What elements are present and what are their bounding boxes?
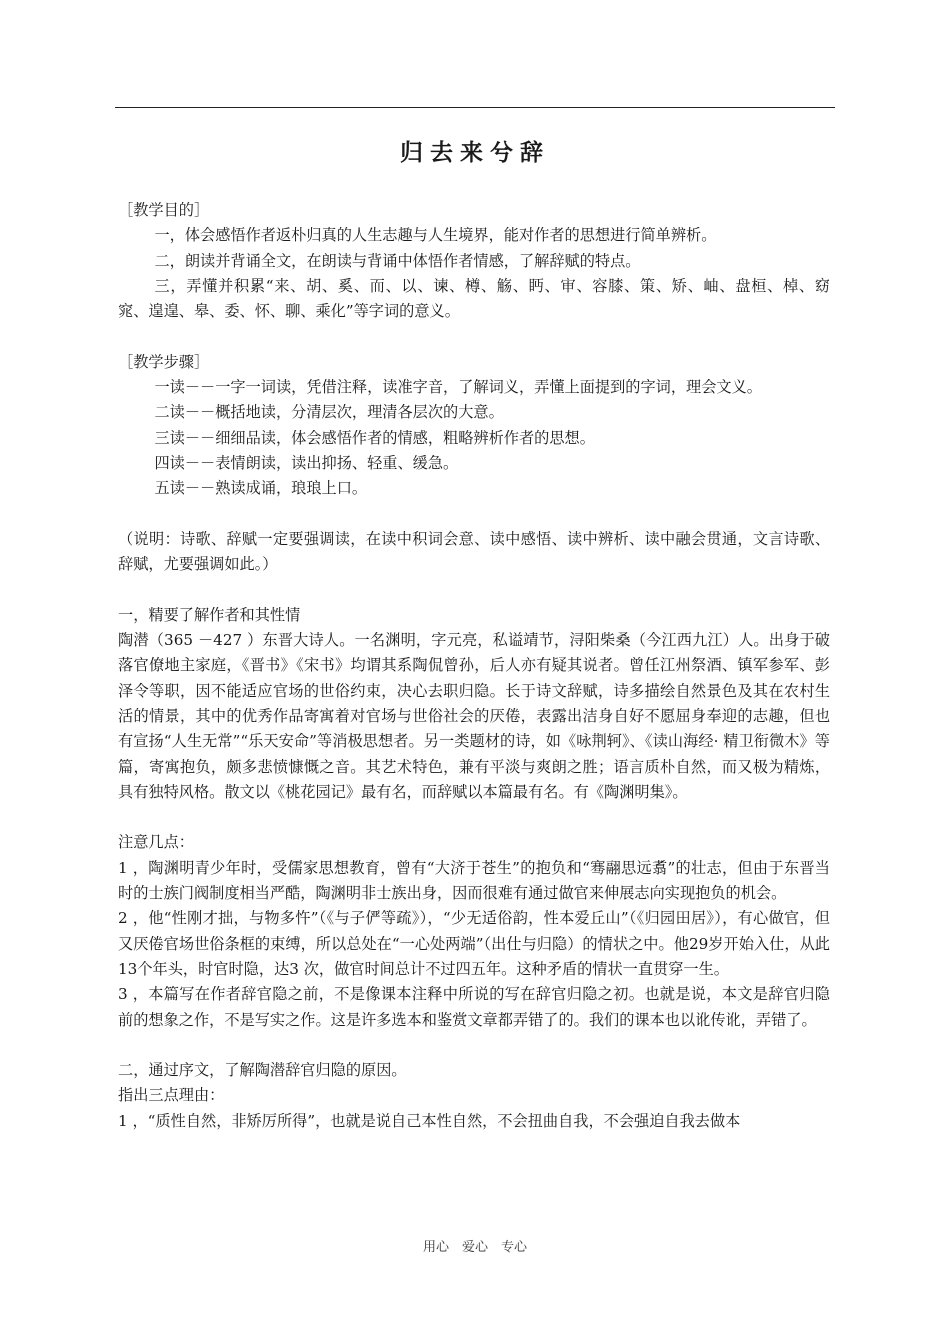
spacer: [118, 805, 830, 830]
step-item: 三读－－细细品读，体会感悟作者的情感，粗略辨析作者的思想。: [154, 428, 595, 447]
spacer: [118, 1033, 830, 1058]
step-item: 一读－－一字一词读，凭借注释，读准字音，了解词义，弄懂上面提到的字词，理会文义。: [154, 378, 762, 397]
note-item: 1 ，陶渊明青少年时，受儒家思想教育，曾有“大济于苍生”的抱负和“骞翮思远翥”的壮志，但由于东晋当时的士族门阀制度相当严酷，陶渊明非士族出身，因而很难有通过做官来伸展志向实现抱负的机会。: [118, 858, 830, 903]
spacer: [118, 577, 830, 602]
reading-note: （说明：诗歌、辞赋一定要强调读，在读中积词会意、读中感悟、读中辨析、读中融会贯通，文言诗歌、辞赋，尤要强调如此。）: [118, 529, 830, 574]
objective-item: 三，弄懂并积累“来、胡、奚、而、以、谏、樽、觞、眄、审、容膝、策、矫、岫、盘桓、棹、窈窕、遑遑、皋、委、怀、聊、乘化”等字词的意义。: [118, 276, 830, 321]
reason-item: 1 ，“质性自然，非矫厉所得”，也就是说自己本性自然，不会扭曲自我，不会强迫自我去做本: [118, 1111, 741, 1130]
objective-item: 二，朗读并背诵全文，在朗读与背诵中体悟作者情感，了解辞赋的特点。: [154, 251, 641, 270]
steps-heading: ［教学步骤］: [118, 352, 210, 371]
author-bio: 陶潜（365 －427 ）东晋大诗人。一名渊明，字元亮，私谥靖节，浔阳柴桑（今江西九江）人。出身于破落官僚地主家庭，《晋书》《宋书》均谓其系陶侃曾孙，后人亦有疑其说者。曾任江州祭酒、镇军参军、彭泽令等职，因不能适应官场的世俗约束，决心去职归隐。长于诗文辞赋，诗多描绘自然景色及其在农村生活的情景，其中的优秀作品寄寓着对官场与世俗社会的厌倦，表露出洁身自好不愿屈身奉迎的志趣，但也有宣扬“人生无常”“乐天安命”等消极思想者。另一类题材的诗，如《咏荆轲》、《读山海经· 精卫衔微木》等篇，寄寓抱负，颇多悲愤慷慨之音。其艺术特色，兼有平淡与爽朗之胜；语言质朴自然，而又极为精炼，具有独特风格。散文以《桃花园记》最有名，而辞赋以本篇最有名。有《陶渊明集》。: [118, 631, 830, 801]
step-item: 五读－－熟读成诵，琅琅上口。: [154, 479, 368, 498]
section1-heading: 一，精要了解作者和其性情: [118, 605, 301, 624]
notes-heading: 注意几点：: [118, 833, 194, 852]
section2-heading: 二，通过序文，了解陶潜辞官归隐的原因。: [118, 1061, 407, 1080]
spacer: [118, 324, 830, 349]
section2-intro: 指出三点理由：: [118, 1086, 225, 1105]
note-item: 3 ，本篇写在作者辞官隐之前，不是像课本注释中所说的写在辞官归隐之初。也就是说，本文是辞官归隐前的想象之作，不是写实之作。这是许多选本和鉴赏文章都弄错了的。我们的课本也以讹传讹，弄错了。: [118, 985, 830, 1029]
step-item: 二读－－概括地读，分清层次，理清各层次的大意。: [154, 403, 504, 422]
document-body: [118, 198, 830, 1134]
page-title: 归去来兮辞: [400, 140, 550, 166]
spacer: [118, 502, 830, 527]
objective-item: 一，体会感悟作者返朴归真的人生志趣与人生境界，能对作者的思想进行简单辨析。: [154, 226, 717, 245]
page-footer: 用心 爱心 专心: [422, 1240, 527, 1255]
header-rule: [115, 107, 835, 108]
step-item: 四读－－表情朗读，读出抑扬、轻重、缓急。: [154, 453, 459, 472]
note-item: 2 ，他“性刚才拙，与物多忤”（《与子俨等疏》），“少无适俗韵，性本爱丘山”（《归园田居》），有心做官，但又厌倦官场世俗条框的束缚，所以总处在“一心处两端”（出仕与归隐）的情状之中。他29岁开始入仕，从此13个年头，时官时隐，达3 次，做官时间总计不过四五年。这种矛盾的情状一直贯穿一生。: [118, 909, 830, 978]
objectives-heading: ［教学目的］: [118, 201, 210, 219]
